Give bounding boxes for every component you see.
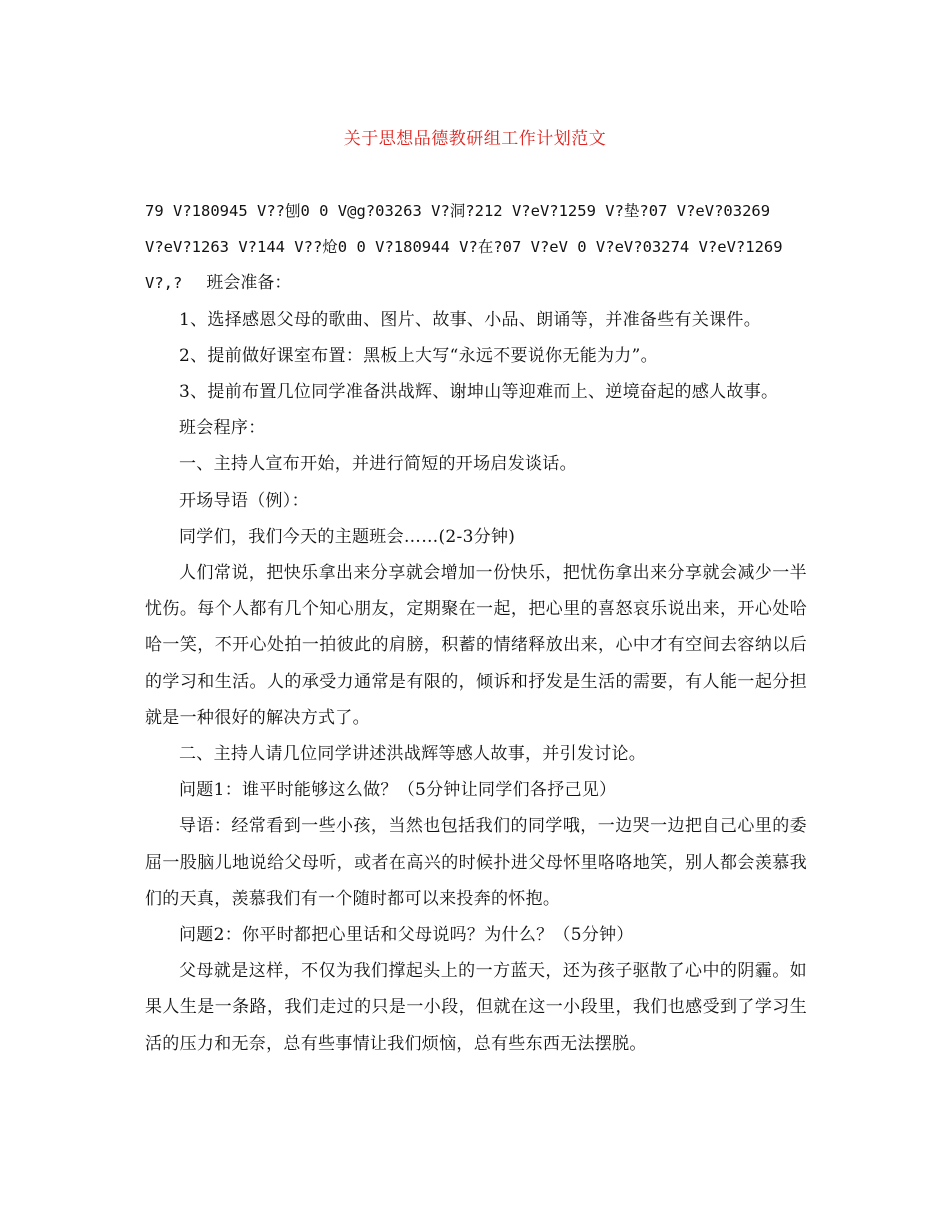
paragraph: 3、提前布置几位同学准备洪战辉、谢坤山等迎难而上、逆境奋起的感人故事。 — [179, 382, 779, 403]
paragraph: 问题1：谁平时能够这么做？（5分钟让同学们各抒己见） — [179, 780, 617, 801]
paragraph: 问题2：你平时都把心里话和父母说吗？为什么？（5分钟） — [179, 925, 634, 946]
section-heading-procedure: 班会程序： — [179, 418, 266, 439]
paragraph: 2、提前做好课室布置：黑板上大写“永远不要说你无能为力”。 — [179, 345, 658, 366]
garbled-line: V?eV?1263 V?144 V??炝0 0 V?180944 V?在?07 V?eV 0 V?eV?03274 V?eV?1269 — [145, 238, 783, 257]
paragraph: 二、主持人请几位同学讲述洪战辉等感人故事，并引发讨论。 — [179, 744, 647, 765]
paragraph: 1、选择感恩父母的歌曲、图片、故事、小品、朗诵等，并准备些有关课件。 — [179, 309, 762, 330]
document-title: 关于思想品德教研组工作计划范文 — [343, 129, 607, 149]
paragraph: 人们常说，把快乐拿出来分享就会增加一份快乐，把忧伤拿出来分享就会减少一半忧伤。每个人都有几个知心朋友，定期聚在一起，把心里的喜怒哀乐说出来，开心处哈哈一笑，不开心处拍一拍彼此的肩膀，积蓄的情绪释放出来，心中才有空间去容纳以后的学习和生活。人的承受力通常是有限的，倾诉和抒发是生活的需要，有人能一起分担就是一种很好的解决方式了。 — [145, 563, 807, 728]
document-body — [145, 193, 807, 1062]
paragraph: 导语：经常看到一些小孩，当然也包括我们的同学哦，一边哭一边把自己心里的委屈一股脑儿地说给父母听，或者在高兴的时候扑进父母怀里咯咯地笑，别人都会羡慕我们的天真，羡慕我们有一个随时都可以来投奔的怀抱。 — [145, 816, 807, 909]
garbled-line: 79 V?180945 V??刨0 0 V@g?03263 V?洞?212 V?eV?1259 V?垫?07 V?eV?03269 — [145, 202, 771, 220]
garbled-line-with-heading — [145, 265, 807, 301]
section-heading-preparation: 班会准备： — [206, 273, 292, 294]
paragraph: 父母就是这样，不仅为我们撑起头上的一方蓝天，还为孩子驱散了心中的阴霾。如果人生是一条路，我们走过的只是一小段，但就在这一小段里，我们也感受到了学习生活的压力和无奈，总有些事情让我们烦恼，总有些东西无法摆脱。 — [145, 961, 807, 1054]
garbled-fragment: V?,? — [145, 274, 183, 293]
paragraph: 同学们，我们今天的主题班会……(2-3分钟) — [179, 526, 516, 547]
paragraph: 一、主持人宣布开始，并进行简短的开场启发谈话。 — [179, 454, 577, 475]
paragraph: 开场导语（例）： — [179, 490, 309, 511]
